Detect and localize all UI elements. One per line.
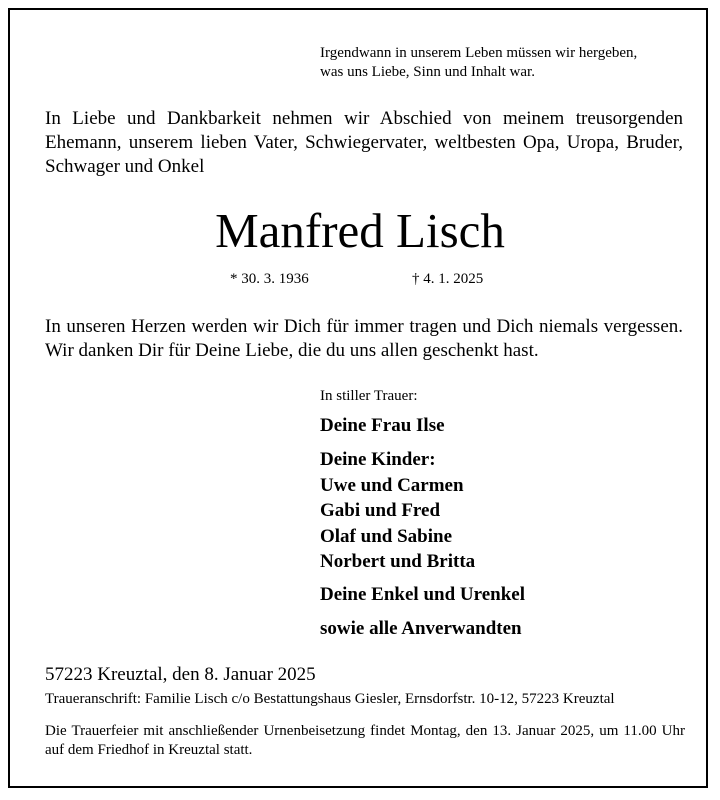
mourner-name: sowie alle Anverwandten xyxy=(320,618,522,639)
birth-date: * 30. 3. 1936 xyxy=(230,271,309,287)
obituary-notice xyxy=(8,8,708,788)
motto-line: was uns Liebe, Sinn und Inhalt war. xyxy=(320,64,535,80)
mourner-name: Deine Enkel und Urenkel xyxy=(320,584,525,605)
place-and-date: 57223 Kreuztal, den 8. Januar 2025 xyxy=(45,664,316,685)
child-couple: Olaf und Sabine xyxy=(320,525,452,547)
intro-text: In Liebe und Dankbarkeit nehmen wir Abschied von meinem treusorgenden Ehemann, unserem lieben Vater, Schwiegervater, weltbesten Opa, Uropa, Bruder, Schwager und Onkel xyxy=(45,108,683,177)
children-heading: Deine Kinder: xyxy=(320,449,436,470)
child-couple: Uwe und Carmen xyxy=(320,474,464,496)
farewell-message: In unseren Herzen werden wir Dich für immer tragen und Dich niemals vergessen. Wir danken Dir für Deine Liebe, die du uns allen geschenkt hast. xyxy=(45,316,683,361)
mourning-label: In stiller Trauer: xyxy=(320,388,418,404)
mourning-address: Traueranschrift: Familie Lisch c/o Bestattungshaus Giesler, Ernsdorfstr. 10-12, 57223 Kreuztal xyxy=(45,691,615,707)
death-date: † 4. 1. 2025 xyxy=(412,271,484,287)
mourner-grandchildren xyxy=(320,582,710,608)
motto-line: Irgendwann in unserem Leben müssen wir hergeben, xyxy=(320,45,638,61)
deceased-name: Manfred Lisch xyxy=(215,203,505,258)
mourner-wife xyxy=(320,413,710,439)
child-couple: Norbert und Britta xyxy=(320,551,476,572)
mourner-name: Deine Frau Ilse xyxy=(320,415,445,436)
mourner-children xyxy=(320,447,710,575)
ceremony-info: Die Trauerfeier mit anschließender Urnenbeisetzung findet Montag, den 13. Januar 2025, um 11.00 Uhr auf dem Friedhof in Kreuztal statt. xyxy=(45,723,685,758)
child-couple: Gabi und Fred xyxy=(320,500,441,521)
mourner-relatives xyxy=(320,616,710,642)
motto-quote xyxy=(320,44,637,82)
